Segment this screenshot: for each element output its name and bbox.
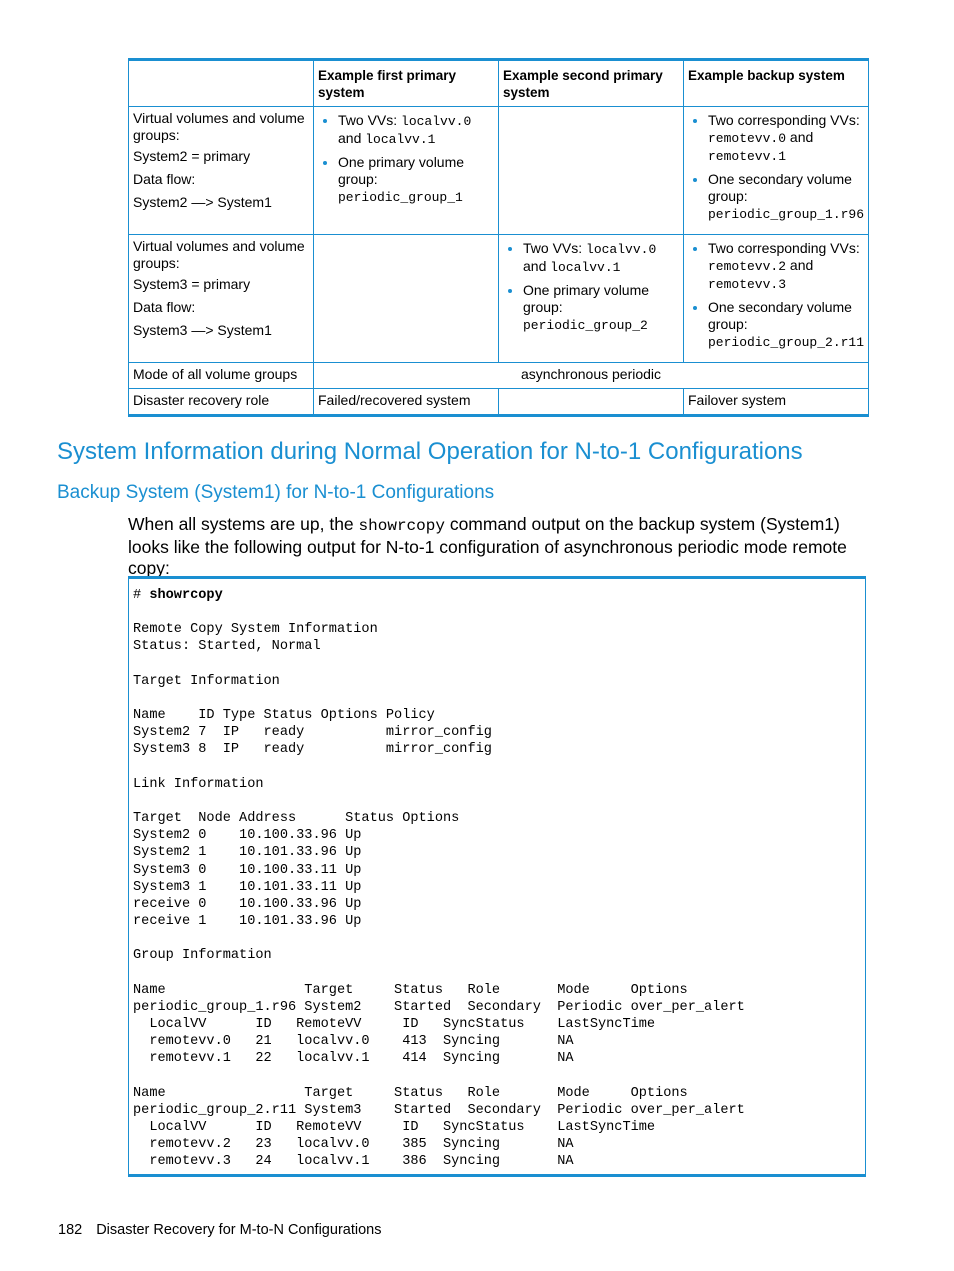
row-label-line: Virtual volumes and volume groups: [133, 110, 305, 143]
command-output [129, 579, 865, 1170]
table-header-row [129, 60, 869, 107]
backup-cell [684, 235, 869, 363]
row-label-line: Data flow: [133, 299, 196, 315]
table-row [129, 235, 869, 363]
list-item: • One primary volume group: periodic_group_2 [523, 282, 679, 334]
row-label-line: Virtual volumes and volume groups: [133, 238, 305, 271]
table-row [129, 389, 869, 416]
role-backup-cell: Failover system [684, 389, 869, 416]
configuration-table [128, 58, 869, 417]
page-number: 182 [58, 1222, 83, 1238]
page-footer [58, 1222, 381, 1238]
list-item: • Two VVs: localvv.0 and localvv.1 [338, 112, 494, 148]
shell-prompt: # [133, 588, 150, 603]
code-example-box [128, 576, 866, 1177]
row-label-cell [129, 235, 314, 363]
footer-title: Disaster Recovery for M-to-N Configurations [96, 1222, 382, 1238]
row-label-cell [129, 107, 314, 235]
output-text: Remote Copy System Information Status: Started, Normal Target Information Name ID Type Status Options Policy System2 7 IP ready mirror_config System3 8 IP ready mirror_config Link Information Target Node Address Status Options System2 0 10.100.33.96 Up System2 1 10.101.33.96 Up System3 0 10.100.33.11 Up System3 1 10.101.33.11 Up receive 0 10.100.33.96 Up receive 1 10.101.33.96 Up Group Information Name Target Status Role Mode Options periodic_group_1.r96 System2 Started Secondary Periodic over_per_alert LocalVV ID RemoteVV ID SyncStatus LastSyncTime remotevv.0 21 localvv.0 413 Syncing NA remotevv.1 22 localvv.1 414 Syncing NA Name Target Status Role Mode Options periodic_group_2.r11 System3 Started Secondary Periodic over_per_alert LocalVV ID RemoteVV ID SyncStatus LastSyncTime remotevv.2 23 localvv.0 385 Syncing NA remotevv.3 24 localvv.1 386 Syncing NA [133, 622, 745, 1170]
second-primary-cell [499, 235, 684, 363]
header-cell-empty [129, 60, 314, 107]
bullet-list [688, 112, 864, 223]
list-item: • One secondary volume group: periodic_group_1.r96 [708, 171, 864, 223]
table-row [129, 107, 869, 235]
section-heading: System Information during Normal Operation for N-to-1 Configurations [57, 438, 803, 465]
row-label-line: Data flow: [133, 171, 196, 187]
mode-value-cell: asynchronous periodic [314, 363, 869, 389]
table-row [129, 363, 869, 389]
header-first-primary: Example first primary system [314, 60, 499, 107]
bullet-list [318, 112, 494, 206]
list-item: • One primary volume group: periodic_group_1 [338, 154, 494, 206]
command-name: showrcopy [149, 588, 223, 603]
first-primary-cell [314, 235, 499, 363]
list-item: • Two corresponding VVs: remotevv.2 and remotevv.3 [708, 240, 864, 293]
role-label-cell: Disaster recovery role [129, 389, 314, 416]
row-label-line: System2 —> System1 [133, 194, 272, 210]
bullet-list [503, 240, 679, 334]
intro-text: command output on the backup system (System1) looks like the following output for N-to-1 configuration of asynchronous periodic mode remote copy: [128, 514, 847, 578]
mode-label-cell: Mode of all volume groups [129, 363, 314, 389]
bullet-list [688, 240, 864, 351]
intro-paragraph [128, 514, 873, 579]
list-item: • One secondary volume group: periodic_group_2.r11 [708, 299, 864, 351]
row-label-line: System2 = primary [133, 148, 251, 164]
subsection-heading: Backup System (System1) for N-to-1 Configurations [57, 482, 495, 503]
backup-cell [684, 107, 869, 235]
inline-command: showrcopy [358, 517, 445, 535]
list-item: • Two VVs: localvv.0 and localvv.1 [523, 240, 679, 276]
list-item: • Two corresponding VVs: remotevv.0 and remotevv.1 [708, 112, 864, 165]
role-second-primary-cell [499, 389, 684, 416]
row-label-line: System3 —> System1 [133, 322, 272, 338]
role-first-primary-cell: Failed/recovered system [314, 389, 499, 416]
second-primary-cell [499, 107, 684, 235]
header-backup: Example backup system [684, 60, 869, 107]
row-label-line: System3 = primary [133, 276, 251, 292]
first-primary-cell [314, 107, 499, 235]
header-second-primary: Example second primary system [499, 60, 684, 107]
intro-text: When all systems are up, the [128, 514, 359, 534]
